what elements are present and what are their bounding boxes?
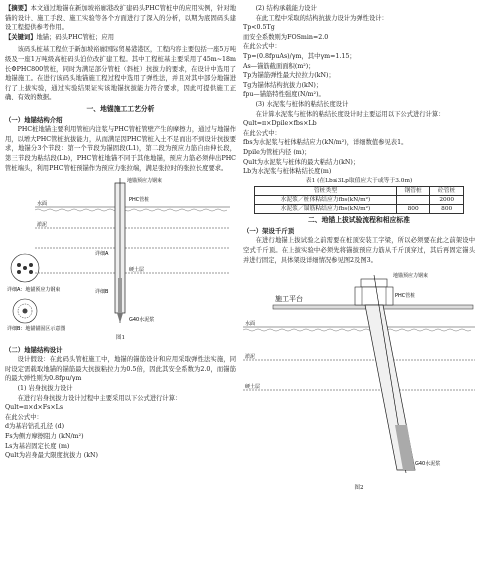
r-def2-0: Tp=(0.8fpuAs)/γm，其中γm=1.15；: [243, 52, 356, 60]
fig2-tendon-label: 地锚预应力钢束: [393, 273, 429, 280]
section2-heading: 二、地锚上拔试验流程和相应标准: [308, 216, 410, 225]
r-def3-2: Qult为水泥浆与桩体的最大粘结力(kN)；: [243, 158, 360, 166]
keywords-label: 【关键词】: [5, 33, 37, 41]
where-2: 在此公式中：: [243, 43, 281, 51]
table-cell: [396, 196, 430, 205]
fig1-detailA-label: 详细A: [95, 251, 109, 258]
fig1-water-label: 水面: [37, 201, 48, 208]
right-column: [243, 4, 475, 494]
abstract: [5, 4, 236, 33]
r-def2-1: As—锚筋截面面积(m²)；: [243, 62, 315, 70]
fig1-detailB-caption: 详细B：地锚锚固区示意图: [7, 326, 66, 333]
table-cell: 水泥浆／桩体粘结应力fbs(kN/m²): [255, 196, 397, 205]
figure-2: [243, 265, 475, 494]
fig2-phc-label: PHC管桩: [395, 293, 416, 300]
table-header-cell: 砼管桩: [430, 187, 464, 196]
r-section2-heading: (2) 结构承载能力设计: [255, 5, 317, 12]
fig2-water-label: 水面: [245, 321, 256, 328]
def1-0: d为基岩钻孔孔径 (d): [5, 423, 65, 431]
section2-1-heading: （一）架设千斤顶: [243, 226, 295, 235]
r-section3-text: 在计算水泥浆与桩体的粘结长度设计时主要运用以下公式进行计算：: [255, 110, 445, 118]
r-def3-0: fbs为水泥浆与桩体粘结应力(kN/m²)，详细数值参见表1。: [243, 139, 408, 147]
r-def2-2: Tp为锚筋弹性最大拉拉力(kN)；: [243, 72, 335, 80]
table-cell: 800: [396, 205, 430, 214]
fig1-detailB-label: 详细B: [95, 289, 109, 296]
fig1-mud-label: 淤泥: [37, 222, 48, 229]
formula-3: Qult=π×Dpile×fbs×Lb: [243, 120, 317, 128]
def1-2: Ls为基岩固定长度 (m): [5, 442, 70, 450]
section1-2-heading: （二）地锚结构设计: [5, 345, 63, 354]
rock-heading: (1) 岩身抗拔力设计: [17, 385, 73, 393]
section1-1-heading: （一）地锚结构介绍: [5, 115, 63, 124]
r-def3-1: Dpile为管桩内径 (m)；: [243, 148, 311, 156]
table-header-cell: 钢管桩: [396, 187, 430, 196]
abstract-label: 【摘要】: [5, 5, 31, 12]
fig2-mud-label: 淤泥: [245, 354, 256, 361]
figure-1-caption: 图1: [115, 335, 126, 342]
table1-caption: 表1 (在Lb≤3Lp取值应大于或等于3.0m): [305, 177, 413, 184]
abstract-text: 本文通过地锚在新加坡裕廊港改扩建码头PHC管桩中的应用实例，针对地锚的设计、施工手段、施工实验等各个方面进行了深入的分析，以期为底固码头建设工程提供参考作用。: [5, 5, 237, 32]
def1-1: Fs为侧方摩擦阻力 (kN/m²): [5, 433, 84, 441]
where-1: 在此公式中：: [5, 413, 43, 421]
table-cell: 水泥浆／锚筋粘结应力fbs(kN/m²): [255, 205, 397, 214]
r-section2-text: 在此工程中采取的结构抗拔力设计为弹性设计：: [255, 14, 388, 22]
fig2-g40-label: G40水泥浆: [415, 461, 441, 468]
section1-heading: 一、地锚施工工艺分析: [86, 104, 155, 113]
section2-1-text: 在进行地锚上拔试验之前需要在桩顶安装工字梁，所以必须要在此之前架设中空式千斤顶。在上拔实验中必须先将锚拔预应力筋从千斤顶穿过，其后再固定锚头并进行固定，具体架设详细情况参见图2及图3。: [243, 237, 475, 264]
table-header-row: [255, 187, 464, 196]
table-cell: 800: [430, 205, 464, 214]
r-def3-3: Lb为水泥浆与桩体粘结长度(m): [243, 168, 332, 176]
formula-1: Qult=π×d×Fs×Ls: [5, 404, 64, 412]
def1-3: Qult为岩身最大限度抗拔力 (kN): [5, 452, 98, 460]
figure-2-caption: 图2: [354, 485, 364, 492]
rock-text: 在进行岩身抗拔力设计过程中主要采用以下公式进行计算：: [17, 394, 182, 402]
fig2-platform-label: 施工平台: [275, 295, 303, 304]
table-header-cell: 管桩类型: [255, 187, 397, 196]
left-column: [5, 4, 236, 461]
fig1-tendon-label: 地锚预应力钢束: [127, 178, 163, 185]
where-3: 在此公式中：: [243, 129, 281, 137]
r-formula-0: Tp<0.5Tg: [243, 24, 275, 32]
keywords: [5, 33, 236, 43]
r-formula-1: 而安全系数则为FOSmin=2.0: [243, 33, 329, 41]
fig1-detailA-caption: 详细A：地锚预应力钢束: [7, 287, 61, 294]
fig1-phc-label: PHC管桩: [129, 197, 150, 204]
fig2-soil-label: 硬土层: [245, 384, 261, 391]
r-section3-heading: (3) 水泥浆与桩体的粘结长度设计: [255, 100, 349, 108]
keywords-text: 地锚；码头PHC管桩；应用: [36, 33, 114, 41]
r-def2-3: Tg为锚体结构抗拔力(kN)；: [243, 81, 323, 89]
section1-2-text: 设计假设：在此码头管桩施工中，地锚的锚筋设计和应用采取弹性法实施，同时设定需载取地锚的锚筋最大抗拔粘拉力为0.5倍，因此其安全系数为2.0，而锚筋的最大弹性则为0.8fpu/γm: [5, 356, 236, 383]
table-row: [255, 196, 464, 205]
fig1-soil-label: 硬土层: [129, 267, 145, 274]
fig1-g40-label: G40水泥浆: [129, 317, 155, 324]
figure-1: [5, 173, 236, 344]
table-cell: 2000: [430, 196, 464, 205]
table-1: [254, 186, 464, 214]
intro-paragraph: 该码头桩基工程位于新加坡裕廊国际贸易港港区，工程内容主要包括一座5万吨级及一座1万吨级高桩码头泊位改扩建工程。其中工程桩基主要采用了45m~18m长ΦPHC800管桩，同时为满足部分管桩（斜桩）抗拔力的要求，在设计中选用了地锚施工。在进行该码头地锚施工程过程中选用了弹性法，并且对其中部分地锚进行了上拔实验，通过实验结果证实该地锚抗拔能力符合要求，因此可提供施工正确、有效的数据。: [5, 46, 236, 102]
section1-1-text: PHC桩地锚主要利用管桩内注浆与PHC管桩管壁产生的摩擦力，通过与地锚作用，以增大PHC管桩抗拔能力，从而满足因PHC管桩入土不足而出不到设计抗拔要求，地锚分3个节段：第一个节段为锚固段(L1)，第二段为预应力筋自由伸长段，第三节段为粘结段(Lb)，PHC管桩地锚不同于其他地锚，预应力筋必须伸出PHC管桩端头，利用PHC管桩预锚作为预应力张拉端，满足张拉时的张拉长度要求。: [5, 126, 236, 172]
table-row: [255, 205, 464, 214]
r-def2-4: fpu—锚筋特性强度(N/m²)。: [243, 91, 325, 99]
